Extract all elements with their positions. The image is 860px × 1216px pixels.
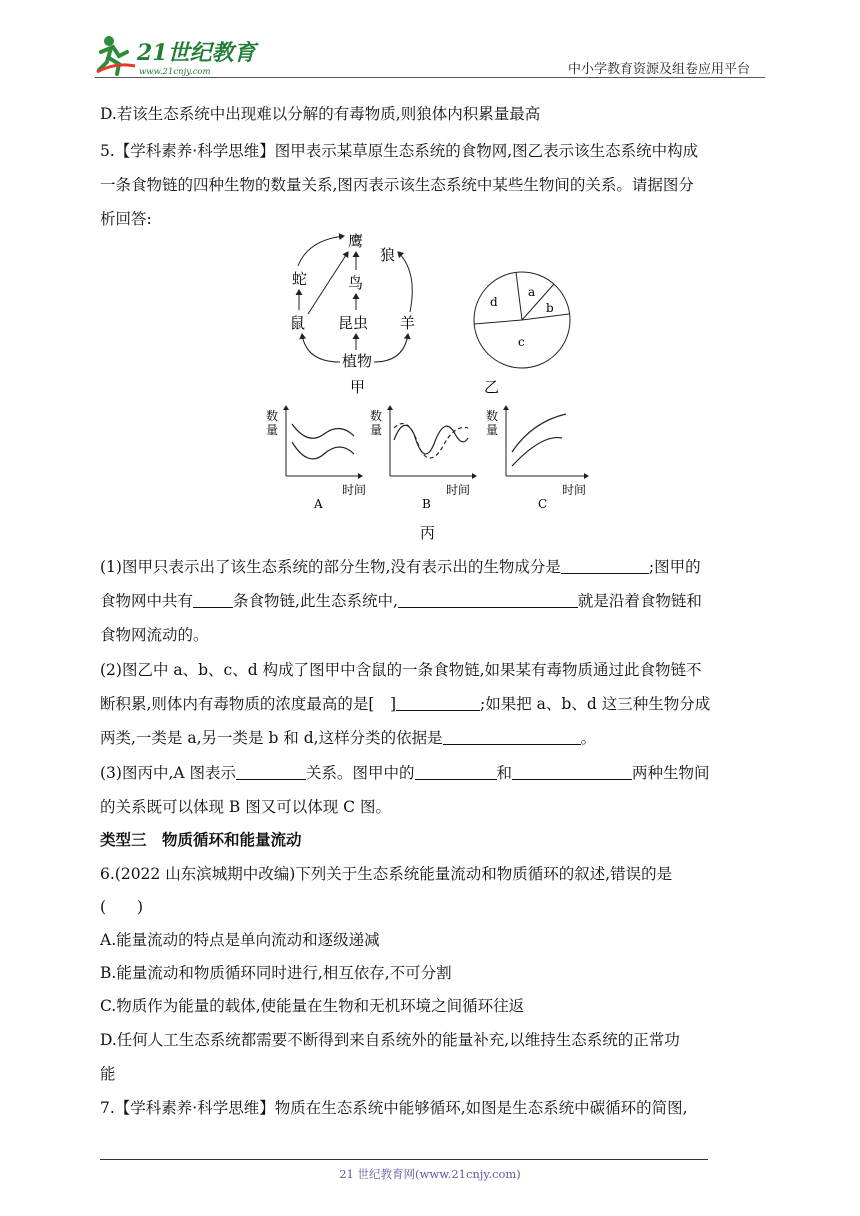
header-platform-text: 中小学教育资源及组卷应用平台 bbox=[568, 62, 751, 77]
q5-stem-line2: 一条食物链的四种生物的数量关系,图丙表示该生态系统中某些生物间的关系。请据图分 bbox=[100, 176, 694, 194]
q2-line2 bbox=[100, 694, 710, 714]
graph-b-label: B bbox=[422, 497, 431, 511]
answer-blank-5[interactable] bbox=[443, 729, 581, 745]
q1-text-4: 条食物链,此生态系统中, bbox=[233, 592, 398, 610]
site-logo bbox=[95, 32, 265, 78]
q6-option-a: A.能量流动的特点是单向流动和逐级递减 bbox=[100, 931, 380, 949]
graph-c-xlabel: 时间 bbox=[562, 483, 587, 497]
q1-text-3: 食物网中共有 bbox=[100, 592, 194, 610]
q3-text-4: 两种生物间 bbox=[632, 764, 710, 782]
node-plant: 植物 bbox=[342, 352, 373, 370]
graph-c bbox=[486, 406, 588, 511]
q3-text-3: 和 bbox=[496, 764, 513, 782]
answer-blank-1[interactable] bbox=[561, 558, 649, 574]
q3-text-1: (3)图丙中,A 图表示 bbox=[100, 764, 237, 782]
graph-a-xlabel: 时间 bbox=[342, 483, 367, 497]
q2-text-2: ;如果把 a、b、d 这三种生物分成 bbox=[480, 695, 711, 713]
q2-text-4: 。 bbox=[580, 729, 597, 747]
answer-blank-2[interactable] bbox=[193, 592, 233, 608]
slice-a: a bbox=[528, 285, 536, 299]
q6-option-d-line1: D.任何人工生态系统都需要不断得到来自系统外的能量补充,以维持生态系统的正常功 bbox=[100, 1031, 680, 1049]
node-insect: 昆虫 bbox=[338, 314, 369, 332]
node-snake: 蛇 bbox=[292, 270, 308, 288]
figure-yi-caption: 乙 bbox=[484, 378, 500, 396]
q2-line3 bbox=[100, 728, 596, 748]
q6-option-b: B.能量流动和物质循环同时进行,相互依存,不可分割 bbox=[100, 964, 452, 982]
q2-line1: (2)图乙中 a、b、c、d 构成了图甲中含鼠的一条食物链,如果某有毒物质通过此食物链不 bbox=[100, 661, 702, 679]
node-bird: 鸟 bbox=[348, 274, 364, 292]
running-man-logo-icon bbox=[95, 32, 265, 78]
graph-b bbox=[370, 406, 476, 511]
logo-url: www.21cnjy.com bbox=[139, 67, 211, 77]
q3-line2: 的关系既可以体现 B 图又可以体现 C 图。 bbox=[100, 798, 391, 816]
slice-b: b bbox=[546, 301, 554, 315]
graph-b-xlabel: 时间 bbox=[446, 483, 471, 497]
q1-text-1: (1)图甲只表示出了该生态系统的部分生物,没有表示出的生物成分是 bbox=[100, 558, 561, 576]
figure-jia-food-web bbox=[268, 222, 448, 402]
slice-c: c bbox=[518, 335, 525, 349]
answer-blank-4[interactable] bbox=[396, 695, 480, 711]
footer-divider bbox=[100, 1159, 708, 1160]
q1-line3: 食物网流动的。 bbox=[100, 626, 209, 644]
figure-jia-caption: 甲 bbox=[350, 378, 366, 396]
q1-line2 bbox=[100, 591, 702, 611]
graph-c-ylabel-2: 量 bbox=[486, 423, 499, 437]
graph-b-ylabel-2: 量 bbox=[370, 423, 383, 437]
logo-text: 21世纪教育 bbox=[137, 40, 256, 66]
figure-bing-graphs bbox=[262, 404, 602, 544]
header-divider bbox=[95, 77, 765, 78]
q5-stem-line3: 析回答: bbox=[100, 210, 152, 228]
node-sheep: 羊 bbox=[400, 314, 416, 332]
footer-link[interactable]: 21 世纪教育网(www.21cnjy.com) bbox=[339, 1167, 521, 1181]
q7-stem: 7.【学科素养·科学思维】物质在生态系统中能够循环,如图是生态系统中碳循环的简图, bbox=[100, 1099, 688, 1117]
q6-answer-bracket: ( ) bbox=[100, 898, 144, 916]
node-mouse: 鼠 bbox=[290, 314, 306, 332]
q6-option-c: C.物质作为能量的载体,使能量在生物和无机环境之间循环往返 bbox=[100, 997, 525, 1015]
q1-text-2: ;图甲的 bbox=[648, 558, 701, 576]
figure-bing-caption: 丙 bbox=[420, 524, 436, 542]
q1-line1 bbox=[100, 557, 701, 577]
graph-c-label: C bbox=[538, 497, 548, 511]
option-d-q4: D.若该生态系统中出现难以分解的有毒物质,则狼体内积累量最高 bbox=[100, 105, 541, 123]
slice-d: d bbox=[490, 295, 498, 309]
graph-a-ylabel-2: 量 bbox=[266, 423, 279, 437]
q6-stem: 6.(2022 山东滨城期中改编)下列关于生态系统能量流动和物质循环的叙述,错误的是 bbox=[100, 865, 673, 883]
graph-b-ylabel-1: 数 bbox=[370, 409, 383, 423]
q3-line1 bbox=[100, 763, 710, 783]
figure-yi-pie bbox=[470, 268, 580, 398]
answer-blank-7[interactable] bbox=[415, 764, 497, 780]
q2-text-1: 断积累,则体内有毒物质的浓度最高的是[ ] bbox=[100, 695, 397, 713]
section-heading-type3: 类型三 物质循环和能量流动 bbox=[100, 830, 302, 849]
answer-blank-6[interactable] bbox=[236, 764, 306, 780]
q2-text-3: 两类,一类是 a,另一类是 b 和 d,这样分类的依据是 bbox=[100, 729, 443, 747]
q6-option-d-line2: 能 bbox=[100, 1065, 116, 1083]
node-eagle: 鹰 bbox=[348, 232, 364, 250]
answer-blank-8[interactable] bbox=[512, 764, 632, 780]
graph-c-ylabel-1: 数 bbox=[486, 409, 499, 423]
q3-text-2: 关系。图甲中的 bbox=[306, 764, 415, 782]
graph-a-ylabel-1: 数 bbox=[266, 409, 279, 423]
q5-stem-line1: 5.【学科素养·科学思维】图甲表示某草原生态系统的食物网,图乙表示该生态系统中构成 bbox=[100, 142, 699, 160]
graph-a-label: A bbox=[314, 497, 323, 511]
node-wolf: 狼 bbox=[380, 246, 396, 264]
q1-text-5: 就是沿着食物链和 bbox=[577, 592, 702, 610]
answer-blank-3[interactable] bbox=[398, 592, 578, 608]
graph-a bbox=[266, 406, 366, 511]
